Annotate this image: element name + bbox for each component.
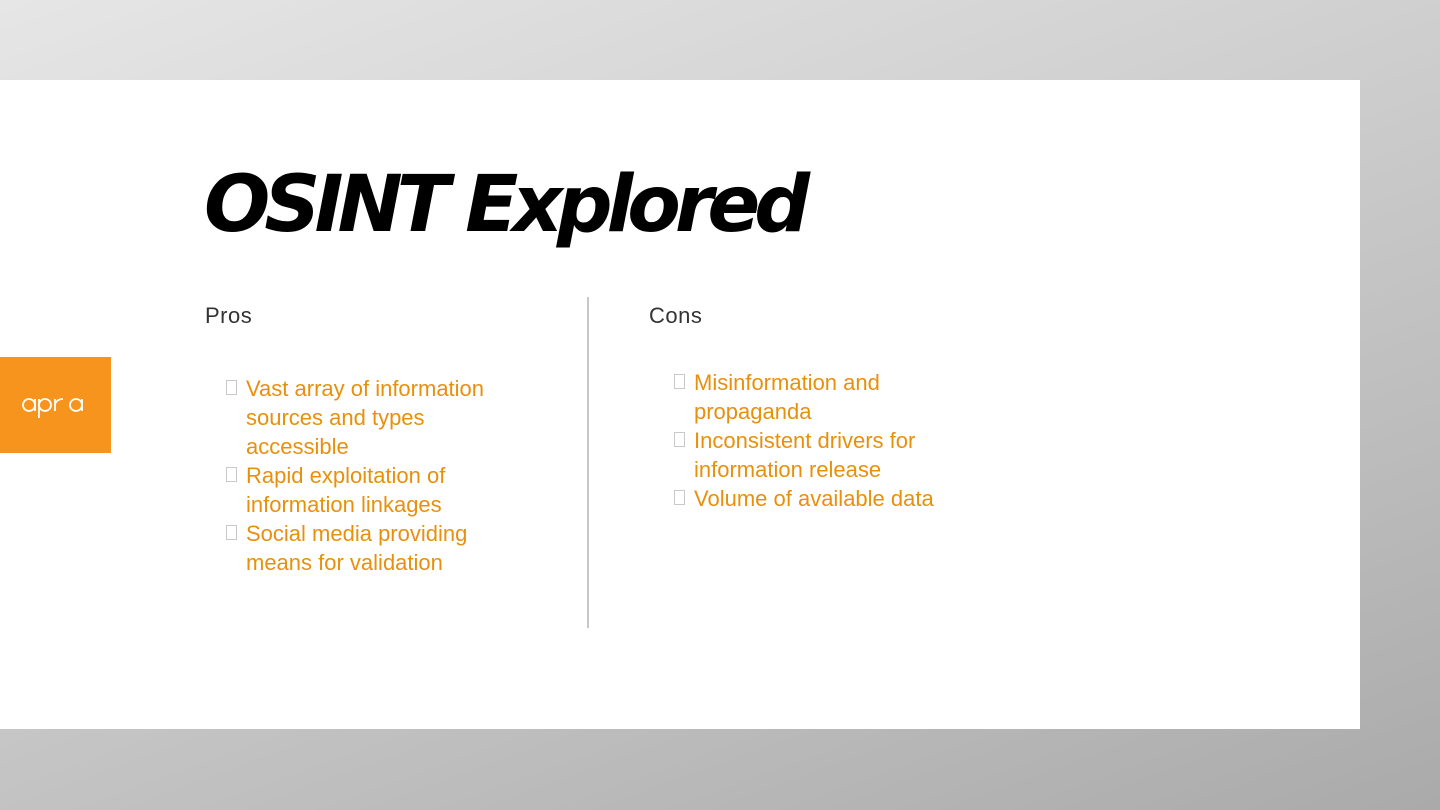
bullet-box-icon [674, 374, 685, 389]
list-item [674, 368, 974, 426]
bullet-box-icon [226, 525, 237, 540]
list-item [674, 484, 974, 513]
pros-heading: Pros [205, 303, 253, 328]
column-divider [587, 297, 589, 628]
cons-heading: Cons [649, 303, 703, 328]
pros-item-text: Rapid exploitation of information linkages [246, 463, 446, 517]
list-item [226, 461, 526, 519]
cons-item-text: Misinformation and propaganda [694, 370, 880, 424]
bullet-box-icon [226, 467, 237, 482]
list-item [226, 374, 526, 461]
list-item [674, 426, 974, 484]
pros-item-text: Vast array of information sources and types accessible [246, 376, 485, 459]
pros-item-text: Social media providing means for validation [246, 521, 468, 575]
cons-item-text: Inconsistent drivers for information release [694, 428, 916, 482]
bullet-box-icon [674, 490, 685, 505]
bullet-box-icon [674, 432, 685, 447]
cons-list [674, 368, 974, 513]
list-item [226, 519, 526, 577]
cons-item-text: Volume of available data [694, 486, 934, 511]
bullet-box-icon [226, 380, 237, 395]
pros-list [226, 374, 526, 577]
slide-title: OSINT Explored [204, 160, 805, 250]
apra-logo [0, 357, 111, 453]
apra-logo-mark [21, 392, 91, 418]
